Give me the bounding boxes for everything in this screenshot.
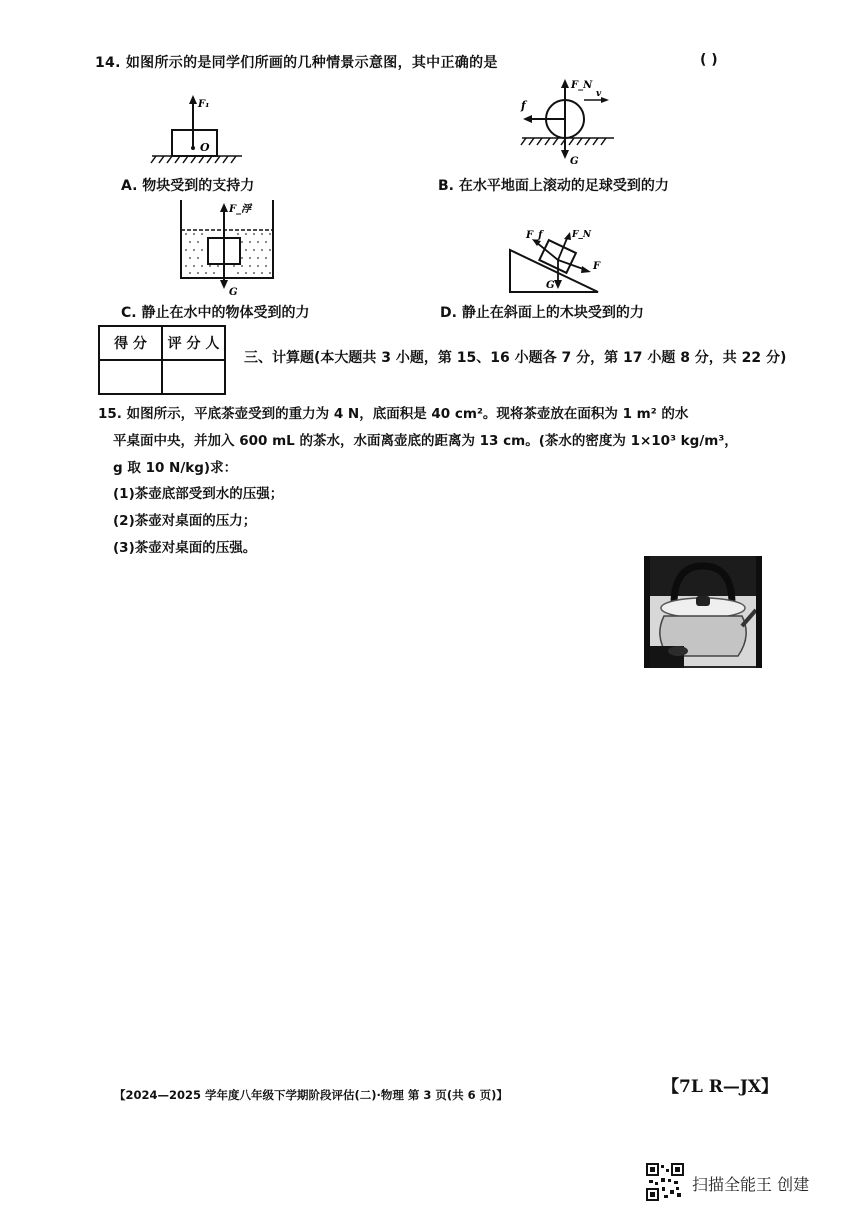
- paper-code: 【7L R—JX】: [662, 1077, 779, 1097]
- label-buoyancy: F_浮: [229, 204, 252, 215]
- question-15-line-3: g 取 10 N/kg)求：: [113, 460, 238, 476]
- label-force: F₁: [198, 99, 210, 110]
- question-15-part-1: (1)茶壶底部受到水的压强；: [113, 486, 284, 502]
- question-14-stem: 14. 如图所示的是同学们所画的几种情景示意图，其中正确的是: [95, 55, 498, 71]
- watermark-text: 扫描全能王 创建: [692, 1175, 810, 1194]
- label-fn: F_N: [572, 230, 592, 240]
- figure-c-object-in-water: [176, 198, 280, 296]
- question-15-line-2: 平桌面中央，并加入 600 mL 的茶水，水面离壶底的距离为 13 cm。(茶水的密度为 1×10³ kg/m³，: [113, 433, 738, 449]
- question-15-part-2: (2)茶壶对桌面的压力；: [113, 513, 257, 529]
- figure-d-block-on-incline: [502, 222, 614, 298]
- grader-cell: [162, 360, 225, 394]
- score-header: 得 分: [99, 326, 162, 360]
- label-v: v: [596, 89, 602, 99]
- label-fn: F_N: [571, 80, 593, 91]
- ground-hatch: [151, 156, 242, 163]
- label-g: G: [546, 280, 555, 291]
- option-d-caption: D. 静止在斜面上的木块受到的力: [440, 305, 644, 321]
- qr-code-icon: [646, 1163, 684, 1201]
- figure-a-block-support-force: [150, 92, 250, 170]
- block: [172, 130, 217, 156]
- label-point-o: O: [200, 141, 210, 154]
- label-ff: F_f: [526, 230, 543, 241]
- answer-parentheses: ( ): [700, 52, 718, 68]
- question-15-line-1: 15. 如图所示，平底茶壶受到的重力为 4 N，底面积是 40 cm²。现将茶壶放在面积为 1 m² 的水: [98, 406, 689, 422]
- figure-b-rolling-ball: [512, 76, 622, 168]
- option-b-caption: B. 在水平地面上滚动的足球受到的力: [438, 178, 669, 194]
- label-g: G: [570, 156, 579, 167]
- label-g: G: [229, 287, 238, 296]
- question-15-part-3: (3)茶壶对桌面的压强。: [113, 540, 257, 556]
- score-table: [98, 325, 226, 395]
- ground-hatch: [521, 138, 614, 145]
- section-3-heading: 三、计算题(本大题共 3 小题，第 15、16 小题各 7 分，第 17 小题 8 分，共 22 分): [244, 350, 787, 366]
- label-f: f: [521, 99, 526, 112]
- grader-header: 评 分 人: [162, 326, 225, 360]
- option-a-caption: A. 物块受到的支持力: [121, 178, 255, 194]
- teapot-photo: [644, 556, 762, 668]
- score-cell: [99, 360, 162, 394]
- option-c-caption: C. 静止在水中的物体受到的力: [121, 305, 310, 321]
- page-footer: 【2024—2025 学年度八年级下学期阶段评估(二)·物理 第 3 页(共 6 页)】: [114, 1088, 508, 1102]
- label-f: F: [593, 261, 601, 272]
